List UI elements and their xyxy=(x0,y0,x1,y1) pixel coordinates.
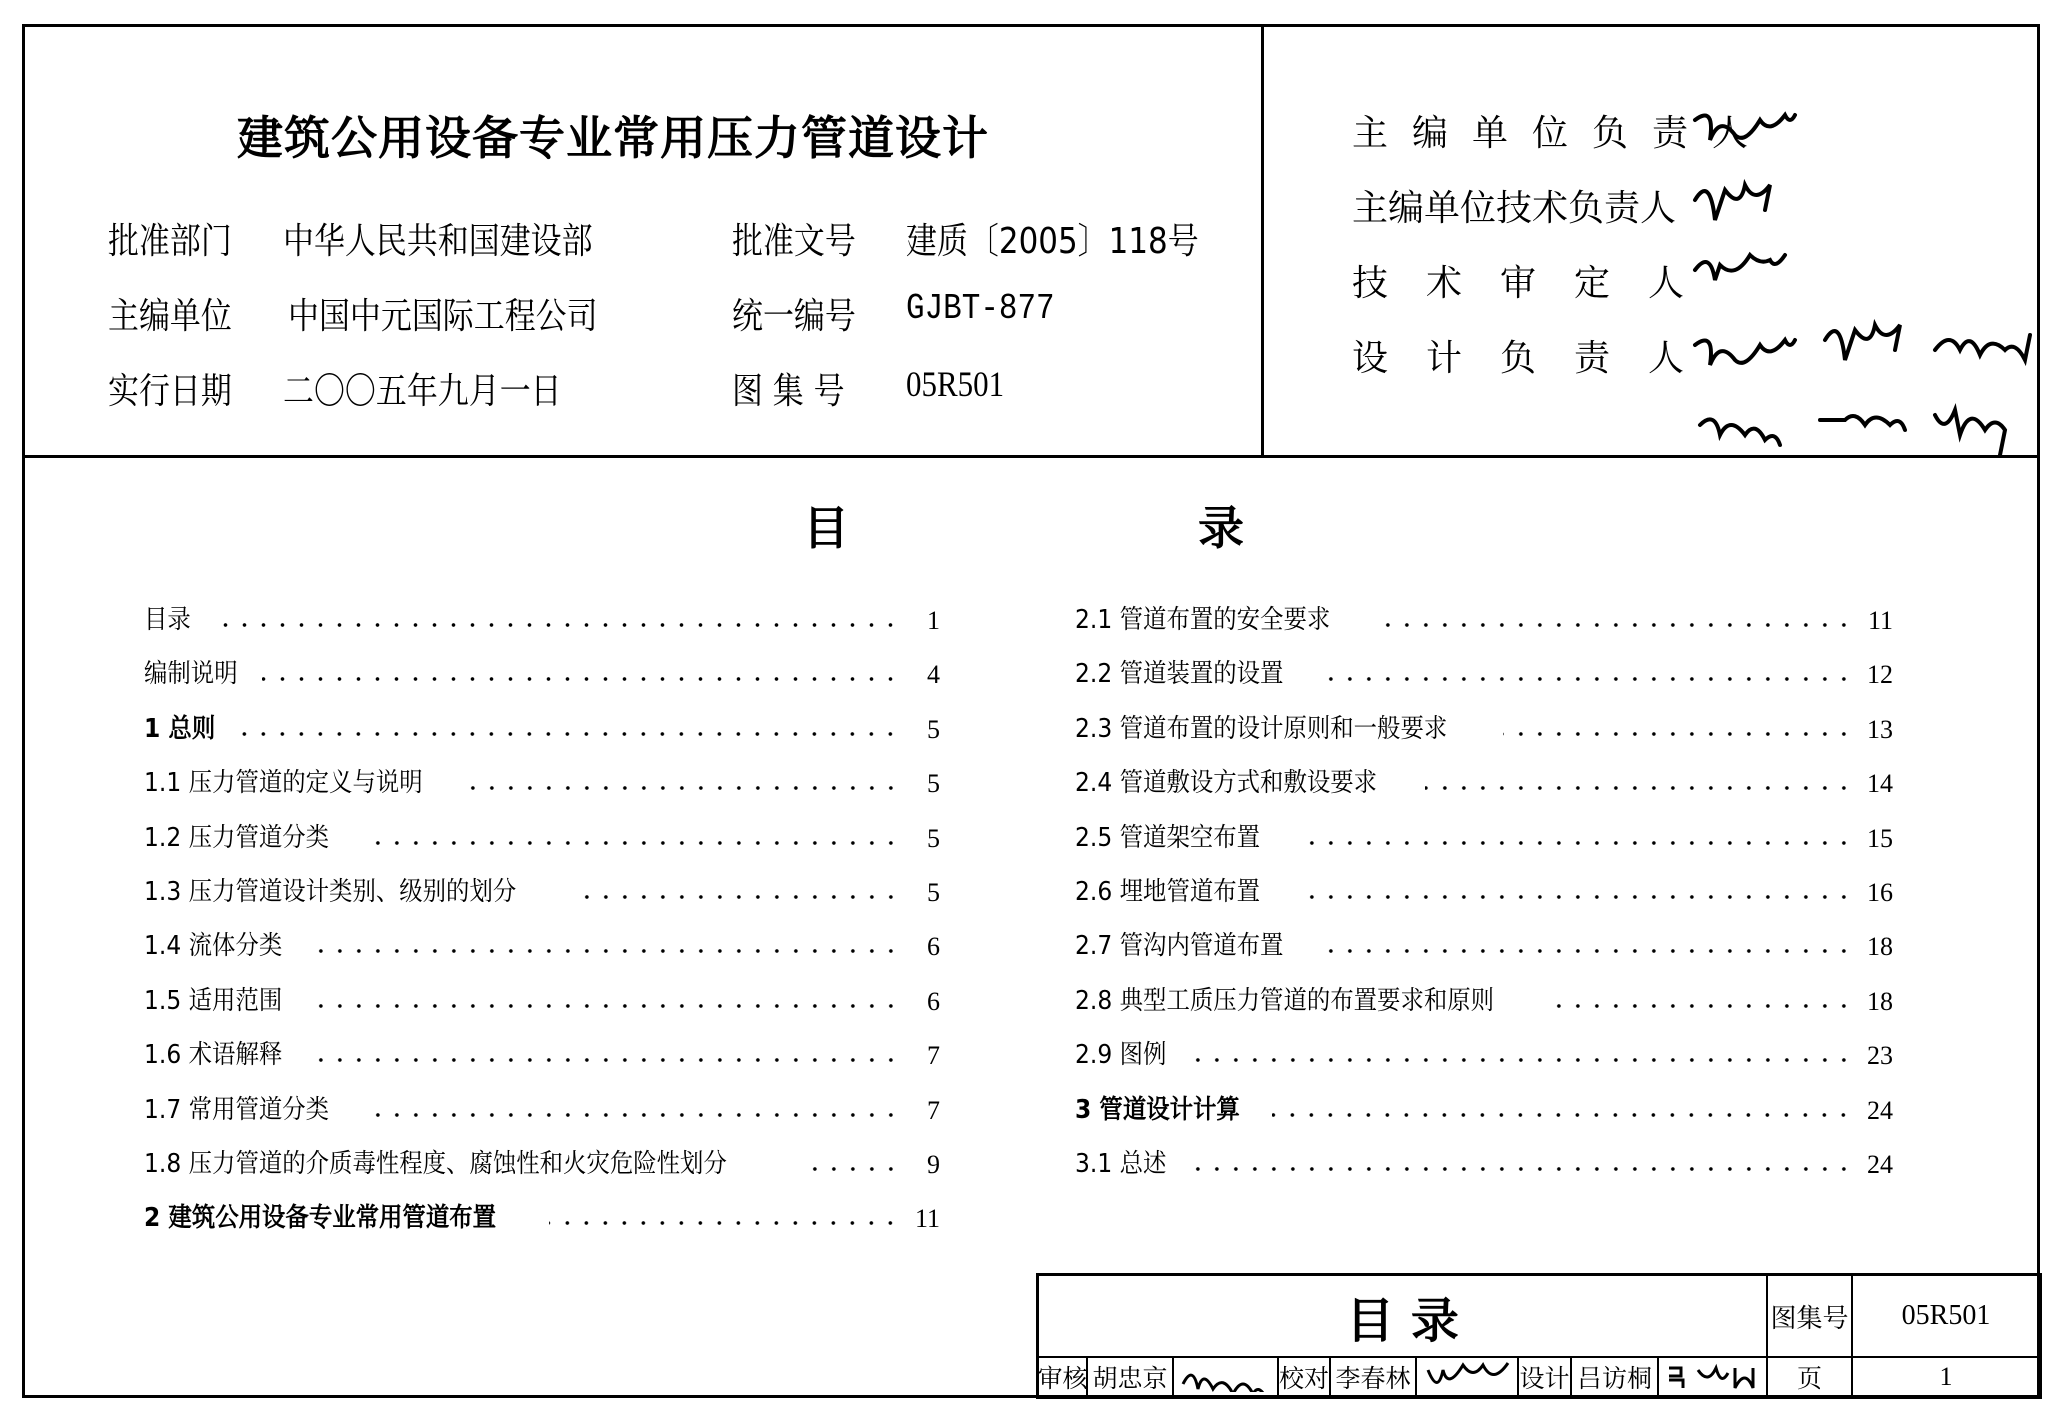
toc-entry[interactable] xyxy=(1075,928,1893,962)
dot-leader xyxy=(1191,1057,1853,1063)
toc-entry-label: 2.7 管沟内管道布置 xyxy=(1075,931,1284,962)
toc-entry-label: 1.2 压力管道分类 xyxy=(144,822,330,853)
check-label: 校对 xyxy=(1279,1358,1331,1396)
reviewer-name: 胡忠京 xyxy=(1088,1358,1174,1396)
field-label: 统一编号 xyxy=(732,296,856,337)
dot-leader xyxy=(1373,622,1853,628)
title-block xyxy=(1036,1273,2042,1399)
toc-entry-page: 13 xyxy=(1867,714,1893,744)
toc-entry-page: 4 xyxy=(927,660,940,690)
toc-entry[interactable] xyxy=(144,1200,940,1234)
toc-entry[interactable] xyxy=(1075,1146,1893,1180)
toc-entry-page: 5 xyxy=(927,769,940,799)
toc-entry[interactable] xyxy=(144,711,940,745)
reviewer-signature xyxy=(1174,1358,1279,1396)
toc-entry-label: 2.8 典型工质压力管道的布置要求和原则 xyxy=(1075,985,1495,1016)
checker-name: 李春林 xyxy=(1331,1358,1417,1396)
toc-entry[interactable] xyxy=(1075,820,1893,854)
field-value: 建质〔2005〕118号 xyxy=(906,221,1199,262)
toc-entry[interactable] xyxy=(1075,656,1893,690)
toc-entry[interactable] xyxy=(1075,711,1893,745)
toc-entry-label: 目录 xyxy=(144,605,191,635)
field-label: 主编单位 xyxy=(108,296,232,337)
toc-entry-label: 1.3 压力管道设计类别、级别的划分 xyxy=(144,877,517,907)
page-number: 1 xyxy=(1939,1362,1953,1391)
field-value: 05R501 xyxy=(906,364,1005,404)
toc-entry-label: 2 建筑公用设备专业常用管道布置 xyxy=(144,1203,497,1234)
dot-leader xyxy=(1295,894,1853,900)
responsible-role: 技术审定人 xyxy=(1352,263,1723,304)
toc-entry-label: 2.9 图例 xyxy=(1075,1040,1167,1071)
dot-leader xyxy=(1425,785,1853,791)
toc-entry-label: 2.5 管道架空布置 xyxy=(1075,822,1261,853)
toc-entry-page: 18 xyxy=(1867,932,1893,962)
atlas-number: 05R501 xyxy=(1853,1276,2039,1358)
field-value: 二〇〇五年九月一日 xyxy=(283,371,562,412)
toc-entry-label: 1.8 压力管道的介质毒性程度、腐蚀性和火灾危险性划分 xyxy=(144,1149,727,1179)
field-label: 实行日期 xyxy=(108,371,232,412)
toc-entry-label: 1.6 术语解释 xyxy=(144,1040,283,1071)
dot-leader xyxy=(1321,676,1853,682)
dot-leader xyxy=(468,785,900,791)
toc-entry-label: 1 总则 xyxy=(144,713,216,744)
dot-leader xyxy=(312,1003,900,1009)
dot-leader xyxy=(572,894,900,900)
toc-entry-label: 1.1 压力管道的定义与说明 xyxy=(144,768,423,799)
toc-entry-label: 2.1 管道布置的安全要求 xyxy=(1075,605,1331,635)
dot-leader xyxy=(549,1220,900,1226)
toc-entry[interactable] xyxy=(1075,874,1893,908)
drawing-title: 目 录 xyxy=(1039,1276,1768,1358)
toc-entry-label: 3 管道设计计算 xyxy=(1075,1094,1240,1125)
dot-leader xyxy=(1191,1166,1853,1172)
toc-entry-label: 1.7 常用管道分类 xyxy=(144,1094,330,1125)
toc-heading-left: 目 xyxy=(803,501,849,555)
toc-entry-page: 6 xyxy=(927,932,940,962)
toc-entry-page: 5 xyxy=(927,878,940,907)
atlas-title: 建筑公用设备专业常用压力管道设计 xyxy=(237,111,989,165)
header-vertical-divider xyxy=(1261,24,1264,456)
toc-entry-page: 11 xyxy=(914,1204,940,1234)
toc-entry-label: 2.6 埋地管道布置 xyxy=(1075,877,1261,907)
dot-leader xyxy=(312,948,900,954)
toc-entry-label: 2.3 管道布置的设计原则和一般要求 xyxy=(1075,713,1448,744)
toc-entry-label: 1.4 流体分类 xyxy=(144,931,283,962)
toc-entry[interactable] xyxy=(144,765,940,799)
toc-entry[interactable] xyxy=(144,602,940,636)
toc-entry-label: 2.4 管道敷设方式和敷设要求 xyxy=(1075,768,1378,799)
toc-entry-page: 18 xyxy=(1867,986,1893,1016)
toc-entry-page: 11 xyxy=(1867,606,1893,635)
field-value: 中国中元国际工程公司 xyxy=(288,296,598,337)
toc-entry-page: 15 xyxy=(1867,823,1893,853)
toc-entry[interactable] xyxy=(144,983,940,1017)
dot-leader xyxy=(262,676,900,682)
responsible-role: 设计负责人 xyxy=(1352,338,1723,379)
toc-entry[interactable] xyxy=(1075,1092,1893,1126)
toc-entry-page: 5 xyxy=(927,823,940,853)
toc-entry-page: 7 xyxy=(927,1095,940,1125)
toc-entry-page: 24 xyxy=(1867,1150,1893,1179)
design-label: 设计 xyxy=(1519,1358,1572,1396)
designer-name: 吕访桐 xyxy=(1572,1358,1659,1396)
toc-entry[interactable] xyxy=(144,820,940,854)
toc-entry[interactable] xyxy=(144,656,940,690)
toc-entry[interactable] xyxy=(1075,983,1893,1017)
toc-entry-page: 14 xyxy=(1867,769,1893,799)
dot-leader xyxy=(312,1057,900,1063)
toc-entry[interactable] xyxy=(1075,1037,1893,1071)
responsible-role: 主编单位技术负责人 xyxy=(1352,188,1677,229)
field-label: 图 集 号 xyxy=(732,371,845,412)
toc-entry-page: 24 xyxy=(1867,1095,1893,1125)
field-label: 批准部门 xyxy=(108,221,232,262)
toc-entry[interactable] xyxy=(144,1092,940,1126)
dot-leader xyxy=(1503,731,1853,737)
dot-leader xyxy=(237,731,900,737)
signatures-image xyxy=(1690,100,2065,460)
toc-entry[interactable] xyxy=(144,1037,940,1071)
dot-leader xyxy=(364,840,900,846)
checker-signature xyxy=(1417,1358,1519,1396)
toc-heading-right: 录 xyxy=(1198,501,1244,555)
toc-entry-label: 2.2 管道装置的设置 xyxy=(1075,659,1284,690)
toc-entry[interactable] xyxy=(1075,765,1893,799)
field-value: GJBT-877 xyxy=(906,288,1055,329)
page-label: 页 xyxy=(1768,1358,1853,1396)
dot-leader xyxy=(210,622,900,628)
review-label: 审核 xyxy=(1039,1358,1088,1396)
toc-entry-page: 16 xyxy=(1867,878,1893,907)
toc-entry[interactable] xyxy=(144,1146,940,1180)
toc-entry[interactable] xyxy=(144,874,940,908)
dot-leader xyxy=(806,1166,900,1172)
toc-entry-label: 3.1 总述 xyxy=(1075,1149,1167,1179)
toc-entry-label: 编制说明 xyxy=(144,659,238,690)
dot-leader xyxy=(364,1112,900,1118)
field-value: 中华人民共和国建设部 xyxy=(283,221,593,262)
toc-entry-label: 1.5 适用范围 xyxy=(144,985,283,1016)
toc-entry[interactable] xyxy=(144,928,940,962)
toc-entry-page: 5 xyxy=(927,714,940,744)
dot-leader xyxy=(1321,948,1853,954)
dot-leader xyxy=(1295,840,1853,846)
toc-entry-page: 1 xyxy=(927,606,940,635)
toc-entry-page: 7 xyxy=(927,1041,940,1071)
responsible-role: 主编单位负责人 xyxy=(1352,113,1773,154)
dot-leader xyxy=(1272,1112,1853,1118)
toc-entry-page: 9 xyxy=(927,1150,940,1179)
toc-entry[interactable] xyxy=(1075,602,1893,636)
toc-entry-page: 12 xyxy=(1867,660,1893,690)
dot-leader xyxy=(1555,1003,1853,1009)
atlas-label: 图集号 xyxy=(1768,1276,1853,1358)
designer-signature xyxy=(1659,1358,1768,1396)
toc-entry-page: 6 xyxy=(927,986,940,1016)
field-label: 批准文号 xyxy=(732,221,856,262)
toc-entry-page: 23 xyxy=(1867,1041,1893,1071)
